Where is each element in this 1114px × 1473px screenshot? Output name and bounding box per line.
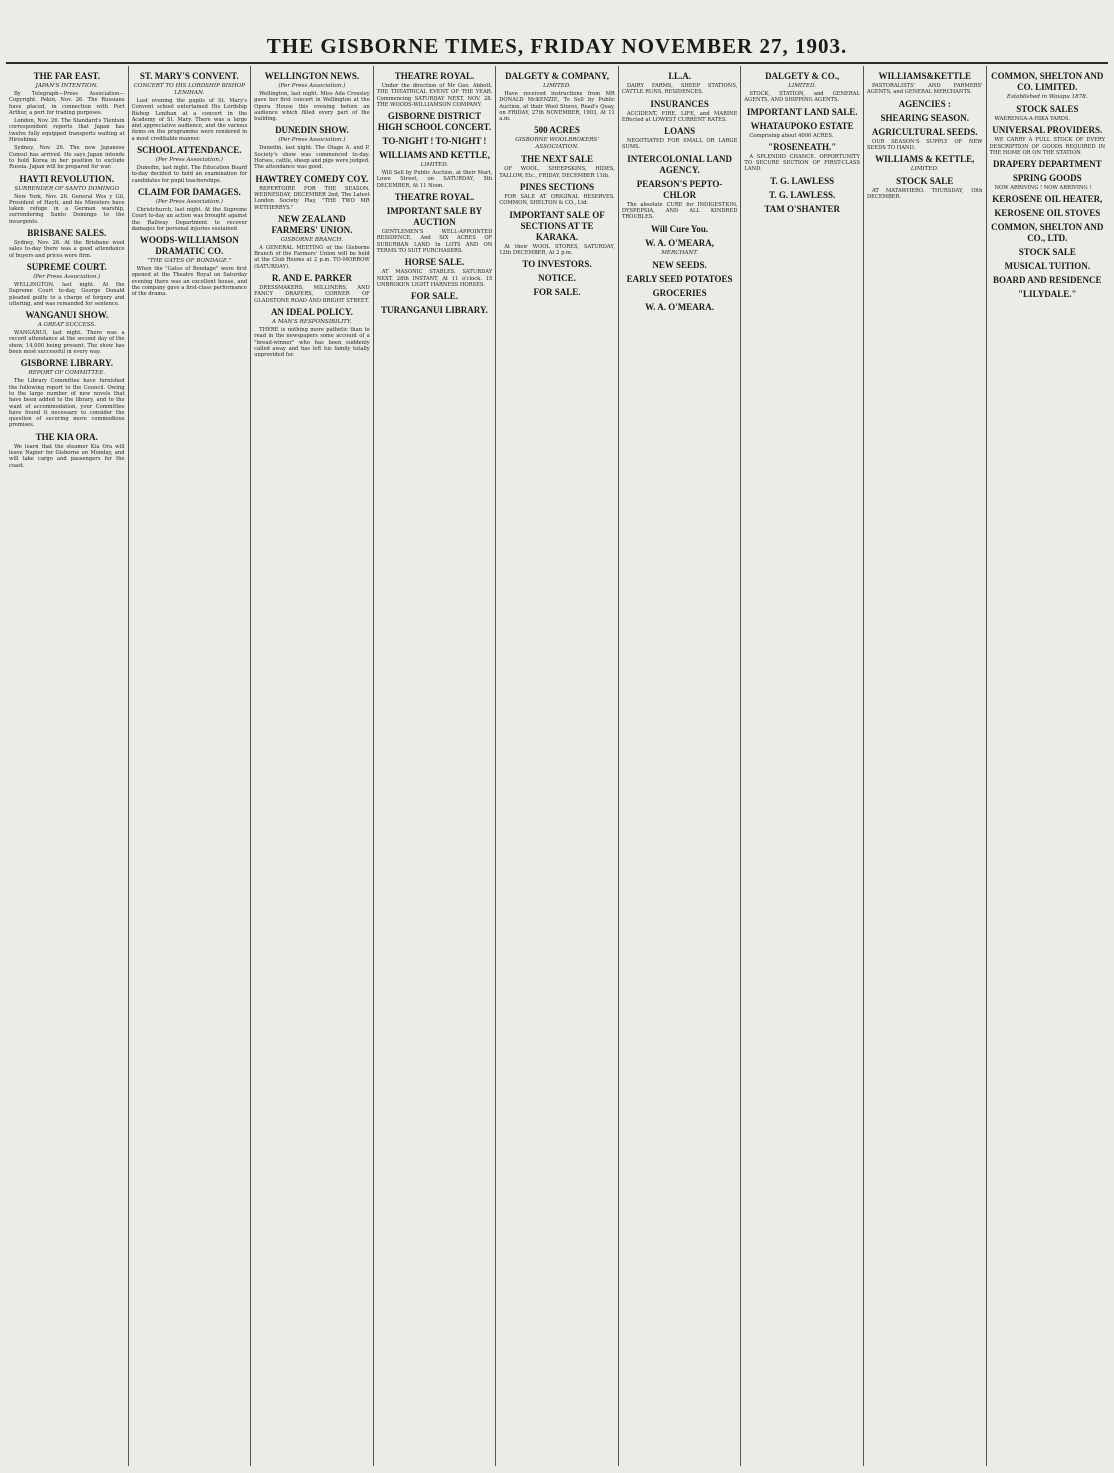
subheading: (Per Press Association.)	[278, 137, 346, 144]
column-6	[618, 66, 741, 1466]
paragraph: London, Nov. 26. The Standard's Tientsin correspondent reports that Japan has twelve fully equipped transports waiting at Hiroshima.	[9, 118, 125, 144]
paragraph: At their WOOL STORES, SATURDAY, 12th DECEMBER, At 2 p.m.	[499, 243, 615, 256]
subheading: (Per Press Association.)	[278, 83, 346, 89]
paragraph: DRESSMAKERS, MILLINERS, AND FANCY DRAPERS, CORNER OF GLADSTONE ROAD AND BRIGHT STREET.	[254, 285, 370, 304]
headline: W. A. O'MEARA,	[645, 237, 715, 248]
paragraph: WE CARRY A FULL STOCK OF EVERY DESCRIPTION OF GOODS REQUIRED IN THE HOME OR ON THE STATION.	[989, 137, 1106, 156]
headline: DRAPERY DEPARTMENT	[992, 159, 1102, 170]
column-9	[986, 66, 1109, 1466]
headline: SCHOOL ATTENDANCE.	[137, 145, 242, 156]
paragraph: Sydney, Nov. 26. The new Japanese Consul has arrived. He says Japan intends to hold Korea in her position to exclude Russia. Japan will be prepared for war.	[9, 145, 125, 171]
headline: WILLIAMS & KETTLE,	[875, 154, 975, 165]
headline: WELLINGTON NEWS.	[264, 71, 360, 81]
headline: KEROSENE OIL HEATER,	[992, 194, 1103, 205]
subheading: CONCERT TO HIS LORDSHIP BISHOP LENIHAN.	[133, 83, 246, 96]
headline: TAM O'SHANTER	[764, 203, 840, 214]
headline: TURANGANUI LIBRARY.	[381, 305, 488, 316]
headline: NEW ZEALAND FARMERS' UNION.	[271, 213, 353, 235]
paragraph: DAIRY FARMS, SHEEP STATIONS, CATTLE RUNS, RESIDENCES.	[621, 83, 738, 96]
headline: THEATRE ROYAL.	[394, 71, 475, 81]
headline: PEARSON'S PEPTO-CHLOR	[636, 178, 723, 200]
headline: IMPORTANT SALE BY AUCTION	[386, 206, 483, 228]
subheading: MERCHANT.	[661, 249, 698, 256]
headline: INSURANCES	[650, 98, 709, 109]
headline: COMMON, SHELTON AND CO. LIMITED.	[991, 71, 1104, 92]
paragraph: Dunedin, last night. The Otago A. and P. Society's show was commenced to-day. Horses, cattle, sheep and pigs were judged. The attendance was good.	[254, 145, 370, 171]
paragraph: WELLINGTON, last night. At the Supreme Court to-day, George Donald pleaded guilty to a charge of forgery and uttering, and was remanded for sentence.	[9, 281, 125, 307]
headline: SPRING GOODS	[1012, 173, 1082, 184]
headline: AN IDEAL POLICY.	[270, 306, 353, 317]
paragraph: Have received instructions from MR DONALD McKENZIE, To Sell by Public Auction, at their Wool Stores, Read's Quay, on FRIDAY, 27th NOVEMBER, 1903, At 11 a.m.	[499, 91, 615, 123]
column-4	[373, 66, 496, 1466]
headline: WHATAUPOKO ESTATE	[750, 120, 854, 131]
headline: COMMON, SHELTON AND CO., LTD.	[991, 222, 1104, 244]
column-3	[250, 66, 373, 1466]
paragraph: Wellington, last night. Miss Ada Crossley gave her first concert in Wellington at the Opera House this evening before an audience which filled every part of the building.	[254, 91, 370, 123]
column-1	[6, 66, 128, 1466]
headline: MUSICAL TUITION.	[1004, 261, 1090, 272]
headline: I.L.A.	[668, 71, 691, 81]
paragraph: REPERTOIRE FOR THE SEASON. WEDNESDAY, DECEMBER 2nd, The Latest London Society Play, "THE TWO MR WETHERBYS."	[254, 185, 370, 211]
paragraph: By Telegraph—Press Association—Copyright. Pekin, Nov. 26. The Russians have placed, in connection with Port Arthur, a port for trading purposes.	[9, 91, 125, 116]
paragraph: New York, Nov. 26. General Wos y Gil, President of Hayti, and his Ministers have taken refuge in a German warship, surrendering Santo Domingo to the insurgents.	[9, 193, 125, 225]
paragraph: AT MASONIC STABLES. SATURDAY NEXT, 28th INSTANT, At 11 o'clock. 15 UNBROKEN LIGHT HARNESS HORSES.	[376, 269, 493, 288]
subheading: GISBORNE BRANCH.	[280, 236, 344, 243]
paragraph: OF WOOL, SHEEPSKINS, HIDES, TALLOW, Etc., FRIDAY, DECEMBER 11th.	[499, 166, 615, 179]
headline: DALGETY & CO.,	[765, 71, 840, 81]
column-7	[740, 66, 863, 1466]
paragraph: OUR SEASON'S SUPPLY OF NEW SEEDS TO HAND.	[866, 138, 983, 151]
paragraph: STOCK, STATION, and GENERAL AGENTS, AND SHIPPING AGENTS.	[744, 91, 860, 104]
headline: LOANS	[664, 126, 696, 137]
headline: BOARD AND RESIDENCE	[993, 275, 1102, 286]
subheading: LIMITED.	[910, 166, 939, 173]
headline: TO INVESTORS.	[522, 259, 592, 270]
paragraph: ACCIDENT, FIRE, LIFE, and MARINE Effected at LOWEST CURRENT RATES.	[621, 110, 738, 123]
headline: PINES SECTIONS	[519, 182, 595, 193]
headline: WANGANUI SHOW.	[25, 310, 109, 321]
headline: STOCK SALE	[1018, 247, 1076, 258]
headline: NEW SEEDS.	[652, 259, 707, 270]
headline: GISBORNE LIBRARY.	[20, 358, 113, 369]
headline: SHEARING SEASON.	[880, 112, 969, 123]
subheading: JAPAN'S INTENTION.	[35, 83, 98, 89]
headline: AGRICULTURAL SEEDS.	[871, 126, 978, 137]
headline: UNIVERSAL PROVIDERS.	[992, 125, 1103, 136]
subheading: LIMITED.	[420, 162, 449, 169]
paragraph: We learn that the steamer Kia Ora will leave Napier for Gisborne on Monday, and will take cargo and passengers for the coast.	[9, 443, 125, 469]
headline: TO-NIGHT ! TO-NIGHT !	[382, 136, 487, 147]
subheading: Established in Waiapu 1878.	[1006, 94, 1088, 100]
headline: HAWTREY COMEDY COY.	[255, 173, 369, 184]
headline: Will Cure You.	[651, 223, 709, 234]
headline: WILLIAMS AND KETTLE,	[379, 150, 490, 161]
columns-container	[6, 66, 1108, 1466]
headline: IMPORTANT LAND SALE.	[746, 106, 858, 117]
paragraph: Under the direction of Mr Geo. Abbott. THE THEATRICAL EVENT OF THE YEAR. Commencing SATURDAY NEXT, NOV. 28. THE WOODS-WILLIAMSON COMPANY.	[376, 83, 493, 108]
paragraph: A SPLENDID CHANCE. OPPORTUNITY TO SECURE SECTION OF FIRST-CLASS LAND.	[744, 153, 860, 173]
headline: BRISBANE SALES.	[27, 228, 107, 239]
paragraph: A GENERAL MEETING of the Gisborne Branch of the Farmers' Union will be held at the Club Rooms at 2 p.m. TO-MORROW (SATURDAY).	[254, 244, 370, 270]
headline: EARLY SEED POTATOES	[626, 273, 733, 284]
masthead: THE GISBORNE TIMES, FRIDAY NOVEMBER 27, 1903.	[266, 34, 848, 58]
subheading: LIMITED.	[543, 83, 571, 89]
headline: HORSE SALE.	[404, 257, 465, 268]
headline: DALGETY & COMPANY,	[505, 71, 609, 81]
subheading: A MAN'S RESPONSIBILITY.	[272, 318, 352, 325]
paragraph: Dunedin, last night. The Education Board to-day decided to hold an examination for candidates for pupil teacherships.	[131, 165, 248, 184]
subheading: A GREAT SUCCESS.	[37, 322, 96, 329]
subheading: SURRENDER OF SANTO DOMINGO	[14, 185, 120, 192]
headline: "LILYDALE."	[1018, 289, 1077, 300]
headline: NOTICE.	[538, 273, 576, 284]
subheading: LIMITED.	[788, 83, 817, 89]
headline: HAYTI REVOLUTION.	[19, 173, 115, 184]
headline: W. A. O'MEARA.	[645, 301, 715, 312]
paragraph: AT MATAWHERO. THURSDAY, 10th DECEMBER.	[866, 188, 983, 201]
paragraph: When the "Gates of Bondage" were first opened at the Theatre Royal on Saturday evening there was an excellent house, and the company gave a first-class performance of the drama.	[131, 266, 248, 298]
paragraph: Comprising about 4000 ACRES.	[749, 132, 834, 139]
headline: FOR SALE.	[533, 287, 581, 298]
headline: WOODS-WILLIAMSON DRAMATIC CO.	[139, 235, 239, 257]
paragraph: The absolute CURE for INDIGESTION, DYSPEPSIA, AND ALL KINDRED TROUBLES.	[621, 201, 738, 221]
column-2	[128, 66, 251, 1466]
paragraph: Christchurch, last night. At the Supreme Court to-day an action was brought against the Railway Department to recover damages for personal injuries sustained.	[131, 206, 248, 232]
headline: DUNEDIN SHOW.	[275, 125, 349, 136]
headline: INTERCOLONIAL LAND AGENCY.	[627, 153, 732, 175]
headline: AGENCIES :	[898, 98, 951, 109]
paragraph: WANGANUI, last night. There was a record attendance at the second day of the show, 14,000 being present. The show has been most successful in every way.	[9, 330, 125, 356]
column-5	[495, 66, 618, 1466]
headline: ST. MARY'S CONVENT.	[139, 71, 239, 81]
masthead-rule	[6, 62, 1108, 64]
headline: FOR SALE.	[410, 291, 458, 302]
subheading: (Per Press Association.)	[155, 157, 223, 164]
paragraph: Will Sell by Public Auction, at their Mart, Lowe Street, on SATURDAY, 5th DECEMBER, At 11 Noon.	[376, 170, 493, 189]
subheading: REPORT OF COMMITTEE.	[28, 370, 106, 377]
headline: STOCK SALES	[1016, 104, 1079, 114]
headline: THE KIA ORA.	[35, 431, 98, 442]
subheading: (Per Press Association.)	[155, 198, 223, 205]
paragraph: NEGOTIATED FOR SMALL OR LARGE SUMS.	[621, 138, 738, 151]
paragraph: GENTLEMEN'S WELL-APPOINTED RESIDENCE, And SIX ACRES OF SUBURBAN LAND In LOTS AND ON TERMS TO SUIT PURCHASERS.	[376, 229, 493, 254]
headline: R. AND E. PARKER	[271, 273, 352, 284]
headline: SUPREME COURT.	[26, 261, 107, 272]
headline: THEATRE ROYAL.	[394, 192, 475, 203]
subheading: "THE GATES OF BONDAGE."	[147, 258, 232, 265]
paragraph: NOW ARRIVING ! NOW ARRIVING !	[994, 185, 1092, 192]
paragraph: THERE is nothing more pathetic than to read in the newspapers some account of a "bread-winner" who has been suddenly called away and has left his family totally unprovided for.	[254, 326, 370, 359]
headline: THE NEXT SALE	[521, 154, 593, 165]
headline: IMPORTANT SALE OF SECTIONS AT TE KARAKA.	[509, 209, 605, 242]
paragraph: PASTORALISTS' AND FARMERS' AGENTS, and GENERAL MERCHANTS.	[866, 83, 983, 96]
headline: 500 ACRES	[534, 125, 580, 136]
paragraph: Last evening the pupils of St. Mary's Convent school entertained His Lordship Bishop Lenihan at a concert in the Academy of St. Mary. There was a large and appreciative audience, and the various items on the programme were rendered in a most creditable manner.	[131, 98, 248, 142]
subheading: (Per Press Association.)	[33, 273, 101, 280]
headline: KEROSENE OIL STOVES	[994, 208, 1101, 219]
headline: THE FAR EAST.	[33, 71, 100, 81]
paragraph: WAERENGA-A-HIKA YARDS.	[994, 116, 1070, 122]
headline: T. G. LAWLESS	[770, 175, 835, 186]
headline: T. G. LAWLESS.	[769, 189, 836, 200]
headline: GROCERIES	[652, 287, 707, 298]
headline: CLAIM FOR DAMAGES.	[137, 186, 241, 197]
column-8	[863, 66, 986, 1466]
paragraph: The Library Committee have furnished the following report to the Council. Owing to the large number of new novels that have been added to the library, and to the want of accommodation, your Committee have found it necessary to consider the question of securing more commodious premises.	[9, 378, 125, 429]
headline: GISBORNE DISTRICT HIGH SCHOOL CONCERT.	[377, 111, 492, 133]
paragraph: Sydney, Nov. 26. At the Brisbane wool sales to-day there was a good attendance of buyers and prices were firm.	[9, 240, 125, 259]
headline: WILLIAMS&KETTLE	[878, 71, 971, 81]
headline: "ROSENEATH."	[768, 141, 837, 152]
subheading: GISBORNE WOOLBROKERS' ASSOCIATION.	[515, 137, 599, 151]
paragraph: FOR SALE AT ORIGINAL RESERVES. COMMON, SHELTON & CO., Ltd.	[499, 194, 615, 207]
headline: STOCK SALE	[896, 176, 954, 187]
